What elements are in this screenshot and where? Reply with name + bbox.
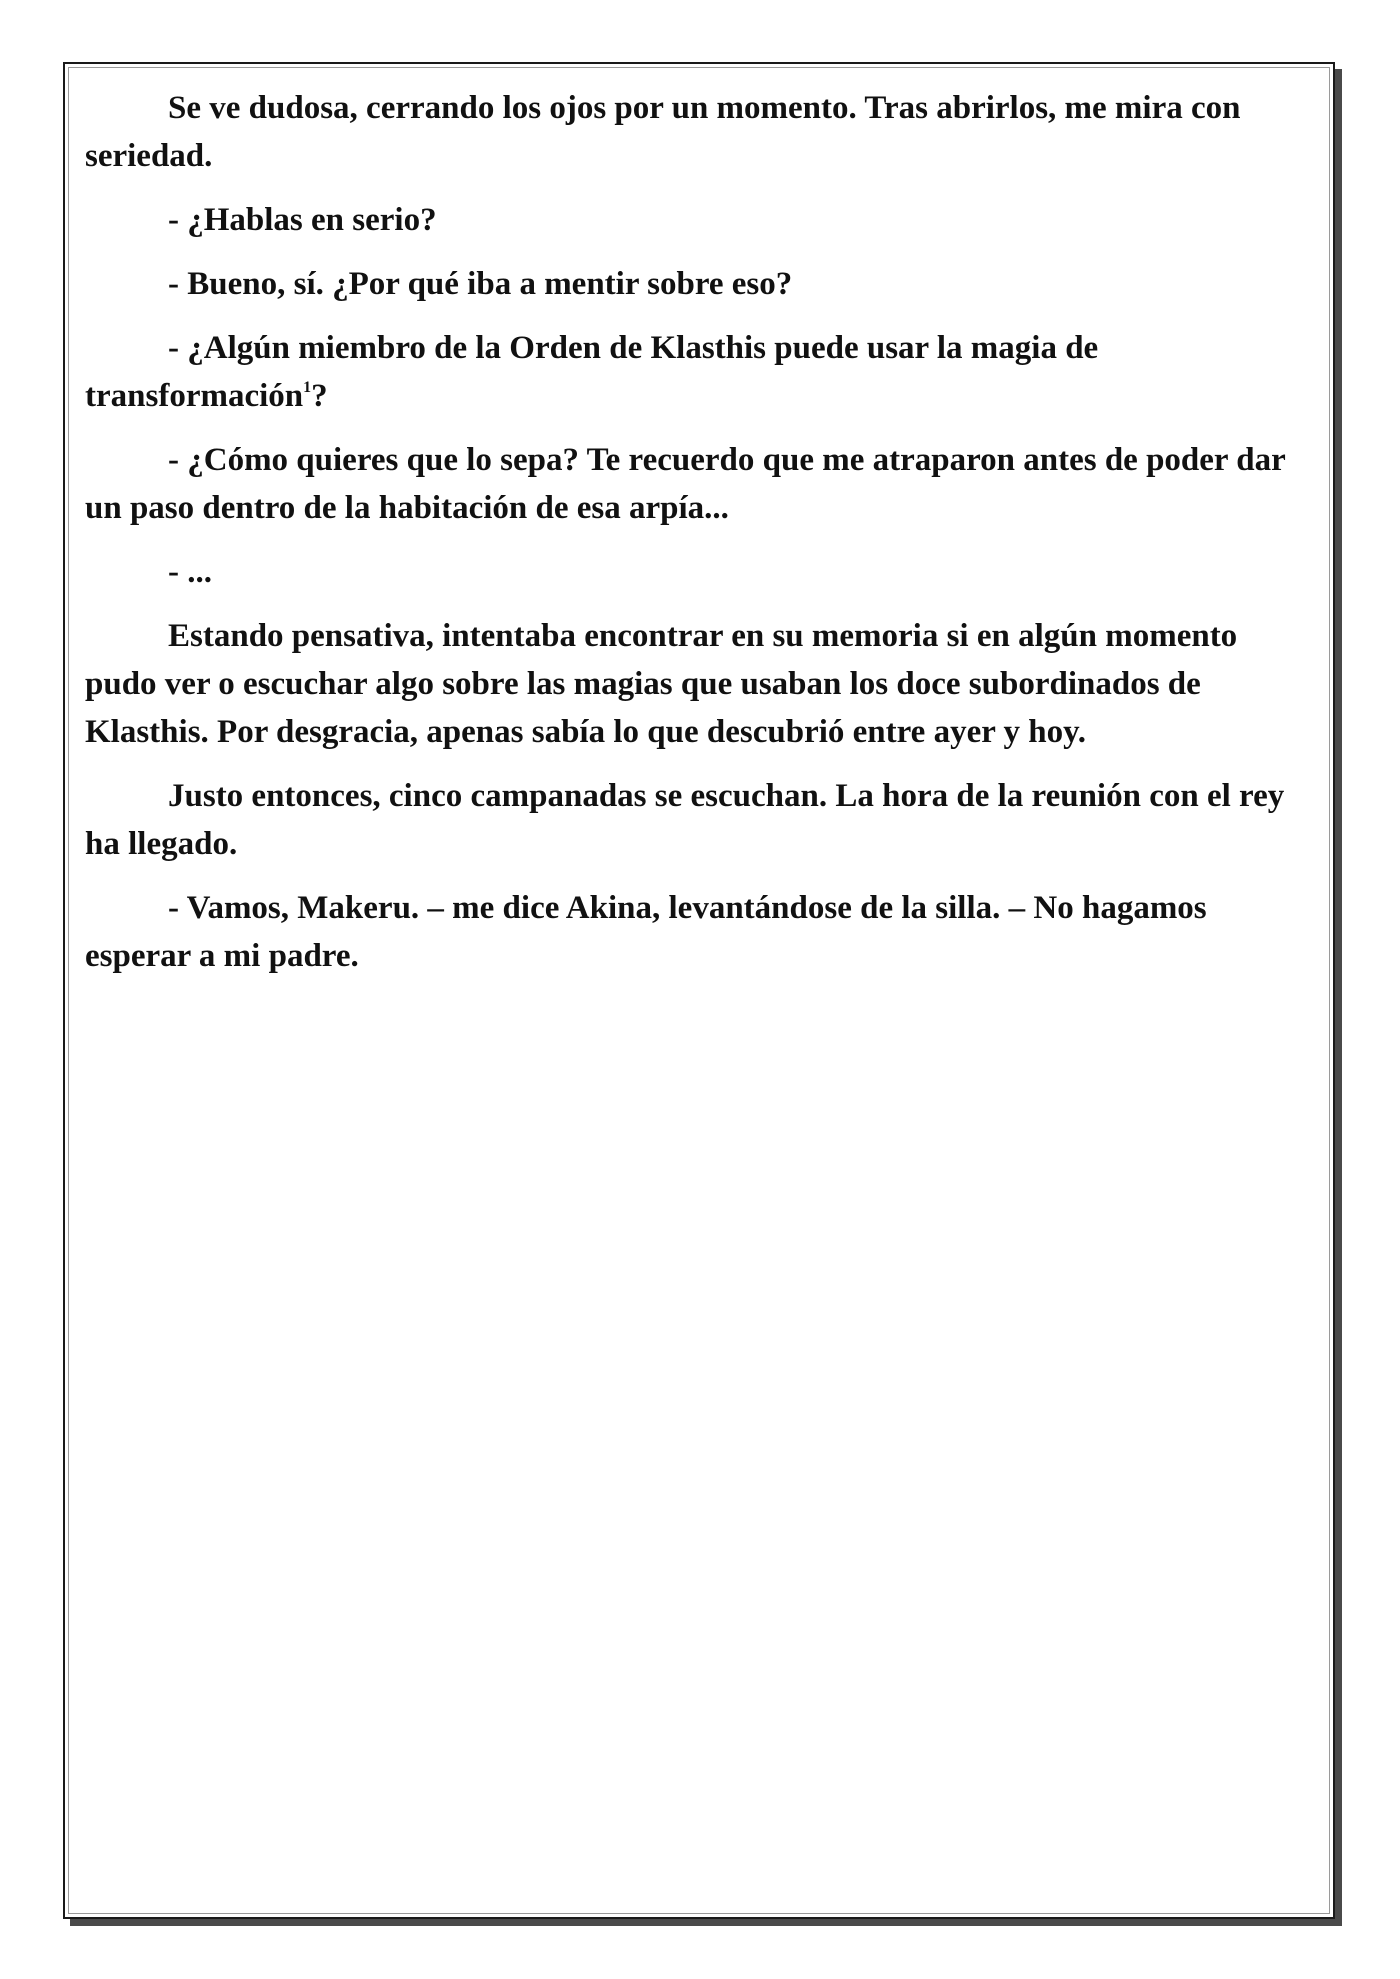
document-body xyxy=(85,84,1315,996)
paragraph-tail: ? xyxy=(311,378,328,414)
paragraph: - ¿Hablas en serio? xyxy=(168,202,437,238)
paragraph: Estando pensativa, intentaba encontrar en su memoria si en algún momento pudo ver o escuchar algo sobre las magias que usaban los doce subordinados de Klasthis. Por desgracia, apenas sabía lo que descubrió entre ayer y hoy. xyxy=(85,618,1238,750)
paragraph: Justo entonces, cinco campanadas se escuchan. La hora de la reunión con el rey ha llegado. xyxy=(85,778,1285,862)
paragraph-text: - ¿Algún miembro de la Orden de Klasthis puede usar la magia de transformación xyxy=(85,330,1099,414)
paragraph: Se ve dudosa, cerrando los ojos por un momento. Tras abrirlos, me mira con seriedad. xyxy=(85,90,1241,174)
paragraph: - ... xyxy=(168,554,212,590)
footnote-marker: 1 xyxy=(303,379,312,396)
paragraph xyxy=(85,324,1315,420)
paragraph: - Vamos, Makeru. – me dice Akina, levantándose de la silla. – No hagamos esperar a mi padre. xyxy=(85,890,1207,974)
paragraph: - ¿Cómo quieres que lo sepa? Te recuerdo que me atraparon antes de poder dar un paso dentro de la habitación de esa arpía... xyxy=(85,442,1286,526)
paragraph: - Bueno, sí. ¿Por qué iba a mentir sobre eso? xyxy=(168,266,793,302)
page-frame xyxy=(63,62,1335,1919)
